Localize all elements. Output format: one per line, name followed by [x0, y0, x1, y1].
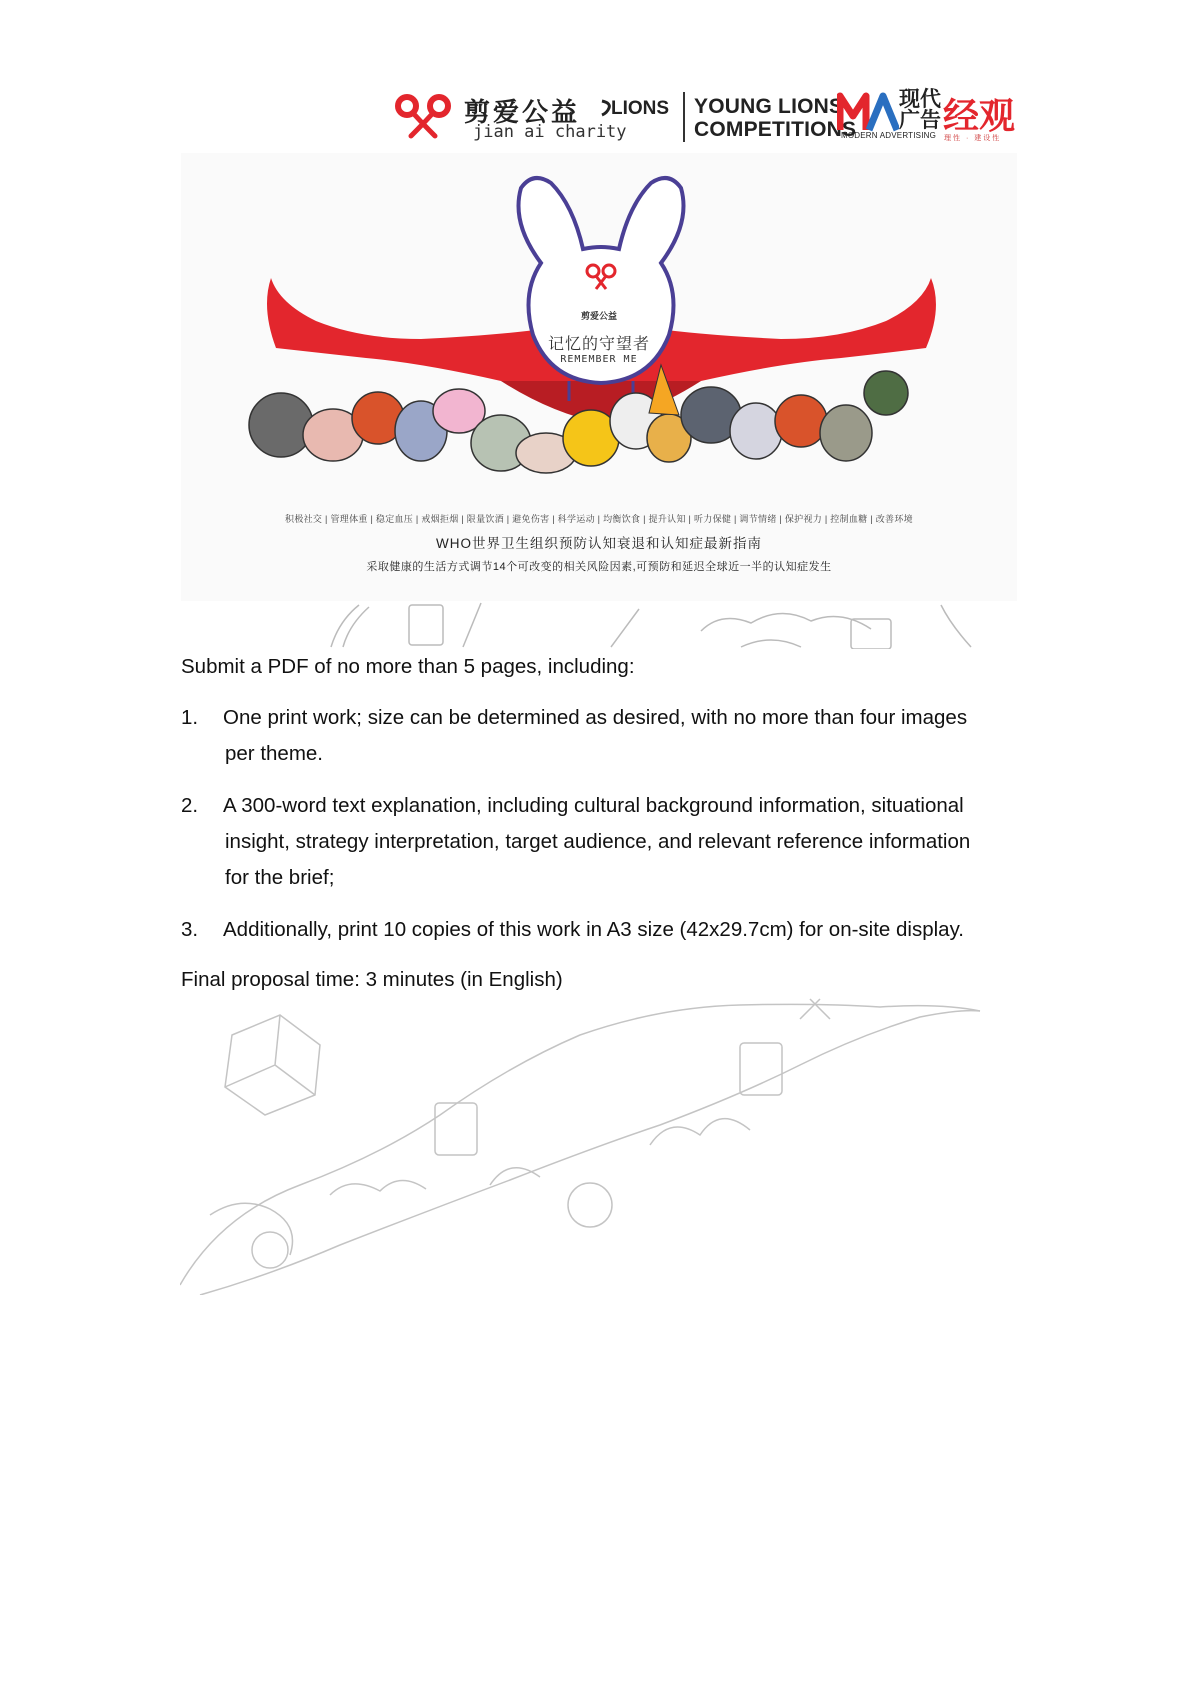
- header-logos: [395, 88, 1015, 150]
- list-item-3-number: 3.: [181, 918, 199, 941]
- modern-advertising-logo-icon: [837, 92, 899, 132]
- list-item-1-line2: per theme.: [225, 742, 323, 765]
- jingguan-sub: 理性 · 建设性: [944, 135, 1002, 142]
- list-item-2-line3: for the brief;: [225, 866, 335, 889]
- brand-cn: 剪爱公益: [464, 98, 581, 128]
- poster-title-en: REMEMBER ME: [560, 354, 638, 365]
- scissors-logo-icon: [395, 94, 451, 140]
- list-item-2-line1: A 300-word text explanation, including cultural background information, situational: [223, 794, 964, 817]
- list-item-2-number: 2.: [181, 794, 199, 817]
- header-divider: [683, 92, 685, 142]
- jingguan-logo: 经观: [943, 95, 1016, 137]
- poster-headline: WHO世界卫生组织预防认知衰退和认知症最新指南: [436, 536, 762, 551]
- list-item-2-line2: insight, strategy interpretation, target audience, and relevant reference information: [225, 830, 971, 853]
- rabbit-brand-label: 剪爱公益: [580, 311, 617, 321]
- list-item-1-line1: One print work; size can be determined as desired, with no more than four images: [223, 706, 968, 729]
- list-item-1-number: 1.: [181, 706, 199, 729]
- intro-text: Submit a PDF of no more than 5 pages, including:: [181, 655, 635, 678]
- lions-logo: LIONS: [611, 98, 670, 119]
- ma-cn-label: 现代广告: [899, 88, 941, 132]
- decorative-pattern-strip: [181, 601, 1017, 649]
- brand-en: jian ai charity: [473, 122, 627, 142]
- poster-subline: 采取健康的生活方式调节14个可改变的相关风险因素,可预防和延迟全球近一半的认知症发生: [366, 561, 832, 573]
- list-item-3-line1: Additionally, print 10 copies of this work in A3 size (42x29.7cm) for on-site display.: [223, 918, 965, 941]
- decorative-wave-illustration: [180, 995, 990, 1295]
- poster-habits-list: 积极社交 | 管理体重 | 稳定血压 | 戒烟拒烟 | 限量饮酒 | 避免伤害 | 科学运动 | 均衡饮食 | 提升认知 | 听力保健 | 调节情绪 | 保护视力 | 控制血糖 | 改善环境: [285, 514, 913, 524]
- poster-image: [181, 153, 1017, 601]
- young-lions-line1: YOUNG LIONS: [694, 95, 844, 118]
- poster-title-cn: 记忆的守望者: [547, 336, 650, 353]
- young-lions-line2: COMPETITIONS: [694, 118, 857, 141]
- ma-en-label: MODERN ADVERTISING: [841, 131, 937, 140]
- final-proposal-time: Final proposal time: 3 minutes (in English): [181, 968, 563, 991]
